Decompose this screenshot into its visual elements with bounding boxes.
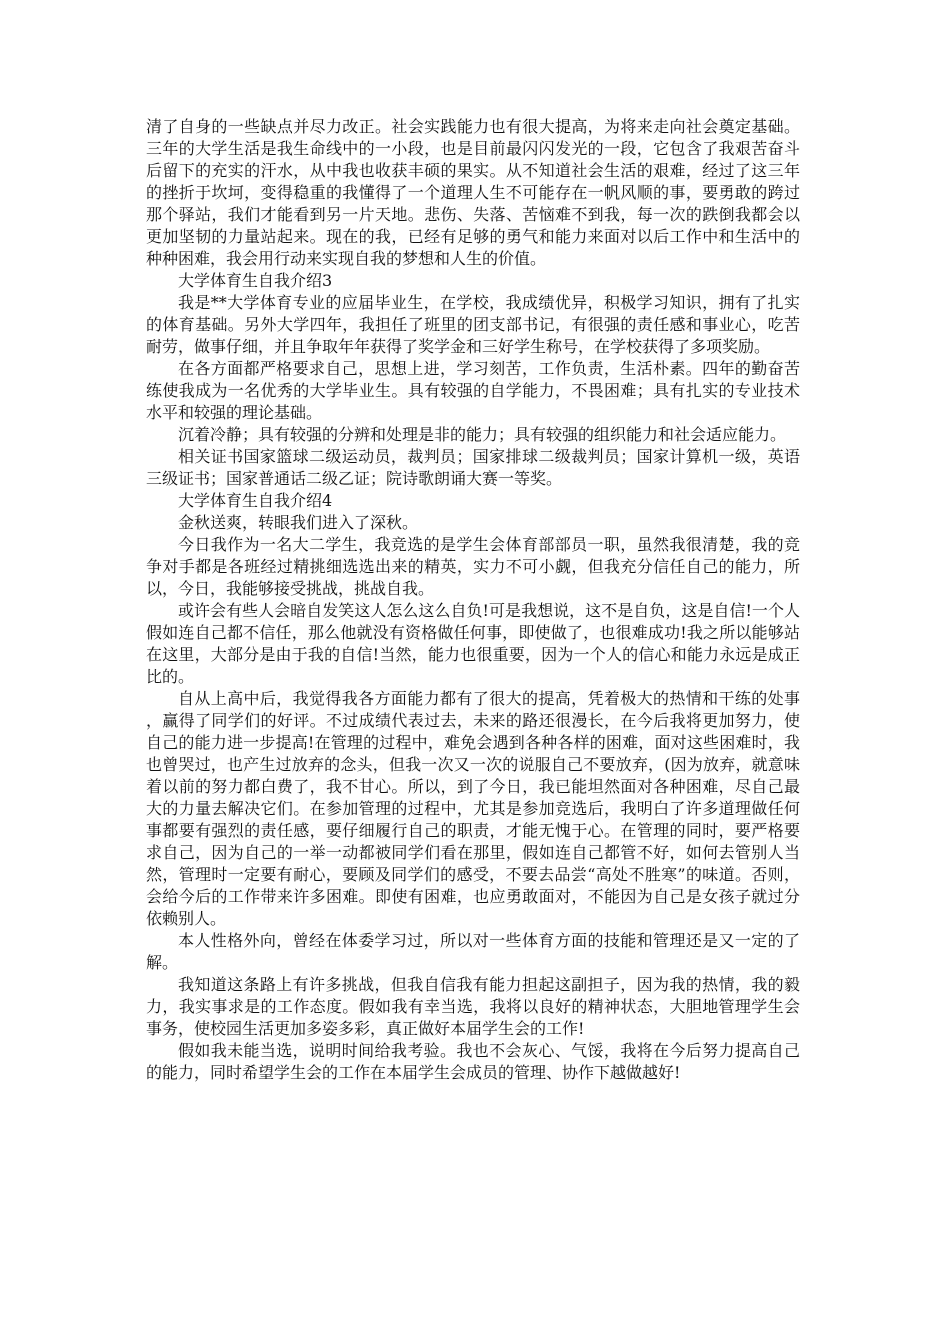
paragraph-confidence: 或许会有些人会暗自发笑这人怎么这么自负!可是我想说，这不是自负，这是自信!一个人假如连自己都不信任，那么他就没有资格做任何事，即使做了，也很难成功!我之所以能够站在这里，大部分是由于我的自信!当然，能力也很重要，因为一个人的信心和能力永远是成正比的。	[146, 601, 800, 686]
paragraph-autumn: 金秋送爽，转眼我们进入了深秋。	[178, 513, 419, 532]
document-page	[146, 116, 800, 1084]
section-heading-4: 大学体育生自我介绍4	[178, 491, 333, 510]
paragraph-challenges: 我知道这条路上有许多挑战，但我自信我有能力担起这副担子，因为我的热情，我的毅力，我实事求是的工作态度。假如我有幸当选，我将以良好的精神状态，大胆地管理学生会事务，使校园生活更加多姿多彩，真正做好本届学生会的工作!	[146, 975, 800, 1038]
paragraph-calm: 沉着冷静；具有较强的分辨和处理是非的能力；具有较强的组织能力和社会适应能力。	[178, 425, 787, 444]
paragraph-intro-self: 我是**大学体育专业的应届毕业生，在学校，我成绩优异，积极学习知识，拥有了扎实的体育基础。另外大学四年，我担任了班里的团支部书记，有很强的责任感和事业心，吃苦耐劳，做事仔细，并且争取年年获得了奖学金和三好学生称号，在学校获得了多项奖励。	[146, 293, 800, 356]
paragraph-requirements: 在各方面都严格要求自己，思想上进，学习刻苦，工作负责，生活朴素。四年的勤奋苦练使我成为一名优秀的大学毕业生。具有较强的自学能力，不畏困难；具有扎实的专业技术水平和较强的理论基础。	[146, 359, 800, 422]
paragraph-candidate: 今日我作为一名大二学生，我竞选的是学生会体育部部员一职，虽然我很清楚，我的竞争对手都是各班经过精挑细选选出来的精英，实力不可小觑，但我充分信任自己的能力，所以，今日，我能够接受挑战，挑战自我。	[146, 535, 800, 598]
paragraph-experience: 自从上高中后，我觉得我各方面能力都有了很大的提高，凭着极大的热情和干练的处事，赢得了同学们的好评。不过成绩代表过去，未来的路还很漫长，在今后我将更加努力，使自己的能力进一步提高!在管理的过程中，难免会遇到各种各样的困难，面对这些困难时，我也曾哭过，也产生过放弃的念头，但我一次又一次的说服自己不要放弃，(因为放弃，就意味着以前的努力都白费了，我不甘心。所以，到了今日，我已能坦然面对各种困难，尽自己最大的力量去解决它们。在参加管理的过程中，尤其是参加竞选后，我明白了许多道理做任何事都要有强烈的责任感，要仔细履行自己的职责，才能无愧于心。在管理的同时，要严格要求自己，因为自己的一举一动都被同学们看在那里，假如连自己都管不好，如何去管别人当然，管理时一定要有耐心，要顾及同学们的感受，不要去品尝“高处不胜寒”的味道。否则，会给今后的工作带来许多困难。即使有困难，也应勇敢面对，不能因为自己是女孩子就过分依赖别人。	[146, 689, 800, 928]
paragraph-certificates: 相关证书国家篮球二级运动员，裁判员；国家排球二级裁判员；国家计算机一级，英语三级证书；国家普通话二级乙证；院诗歌朗诵大赛一等奖。	[146, 447, 800, 488]
section-heading-3: 大学体育生自我介绍3	[178, 271, 333, 290]
paragraph-continuation: 清了自身的一些缺点并尽力改正。社会实践能力也有很大提高，为将来走向社会奠定基础。 三年的大学生活是我生命线中的一小段，也是目前最闪闪发光的一段，它包含了我艰苦奋斗后留下的充实的汗水，从中我也收获丰硕的果实。从不知道社会生活的艰难，经过了这三年的挫折于坎坷，变得稳重的我懂得了一个道理人生不可能存在一帆风顺的事，要勇敢的跨过那个驿站，我们才能看到另一片天地。悲伤、失落、苦恼难不到我，每一次的跌倒我都会以更加坚韧的力量站起来。现在的我，已经有足够的勇气和能力来面对以后工作中和生活中的种种困难，我会用行动来实现自我的梦想和人生的价值。	[146, 117, 800, 268]
paragraph-closing: 假如我未能当选，说明时间给我考验。我也不会灰心、气馁，我将在今后努力提高自己的能力，同时希望学生会的工作在本届学生会成员的管理、协作下越做越好!	[146, 1041, 800, 1082]
paragraph-personality: 本人性格外向，曾经在体委学习过，所以对一些体育方面的技能和管理还是又一定的了解。	[146, 931, 800, 972]
